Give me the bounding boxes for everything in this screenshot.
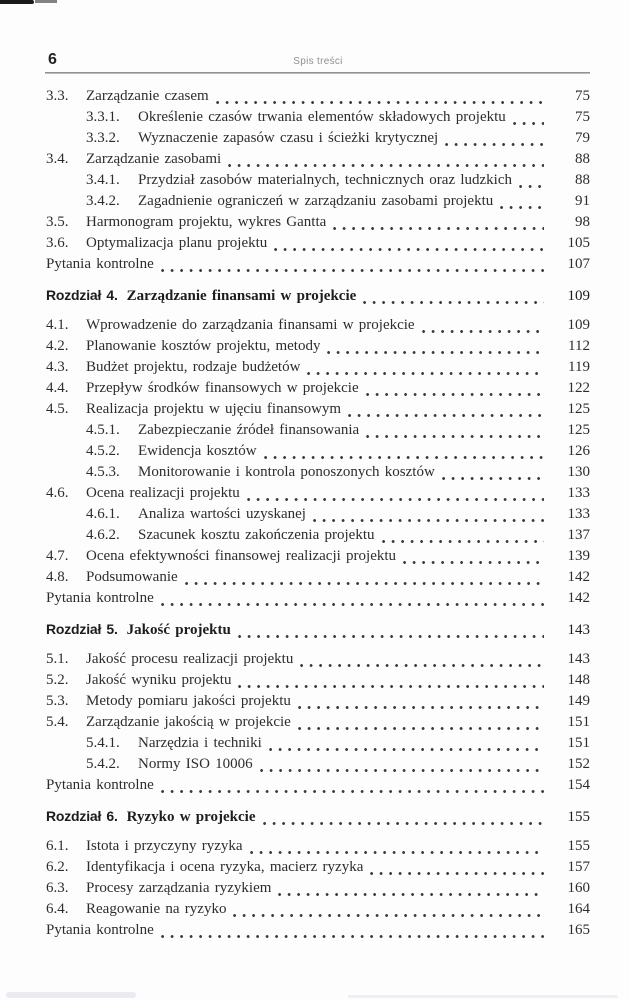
entry-page-number: 112 (568, 338, 590, 354)
entry-title: Przepływ środków finansowych w projekcie (86, 380, 359, 396)
entry-number: 4.7. (46, 548, 69, 564)
page-number: 6 (48, 51, 57, 68)
toc-entry (46, 775, 590, 796)
dot-leader (327, 351, 544, 354)
scan-artifact-top-left-2 (35, 0, 57, 3)
entry-page-number: 155 (567, 809, 590, 825)
entry-title: Identyfikacja i ocena ryzyka, macierz ryzyka (86, 859, 364, 875)
entry-number: 5.2. (46, 672, 69, 688)
entry-title: Analiza wartości uzyskanej (138, 506, 306, 522)
toc-entry (46, 170, 590, 191)
entry-page-number: 109 (567, 288, 590, 304)
entry-title: Wyznaczenie zapasów czasu i ścieżki krytycznej (138, 130, 439, 146)
entry-page-number: 122 (567, 380, 590, 396)
entry-number: 3.5. (46, 214, 69, 230)
entry-title: Normy ISO 10006 (138, 756, 253, 772)
dot-leader (264, 456, 544, 459)
entry-page-number: 142 (567, 569, 590, 585)
entry-page-number: 164 (567, 901, 590, 917)
toc-entry (46, 920, 590, 941)
toc-entry (46, 899, 590, 920)
toc-entry (46, 336, 590, 357)
entry-page-number: 143 (567, 622, 590, 638)
entry-number: Rozdział 4. (46, 287, 118, 303)
entry-title: Ocena efektywności finansowej realizacji projektu (86, 548, 397, 564)
entry-title: Reagowanie na ryzyko (86, 901, 227, 917)
entry-number: 5.1. (46, 651, 69, 667)
toc-entry (46, 399, 590, 420)
dot-leader (250, 851, 544, 854)
entry-number: 4.3. (46, 359, 69, 375)
dot-leader (366, 393, 544, 396)
entry-number: 3.3.1. (86, 109, 120, 125)
entry-number: 3.3. (46, 88, 69, 104)
toc-entry (46, 733, 590, 754)
entry-number: 4.5.2. (86, 443, 120, 459)
dot-leader (263, 822, 544, 825)
scan-smudge-bottom-left (6, 992, 136, 998)
entry-title: Optymalizacja planu projektu (86, 235, 268, 251)
entry-title: Jakość procesu realizacji projektu (86, 651, 294, 667)
dot-leader (278, 893, 544, 896)
entry-title: Narzędzia i techniki (138, 735, 262, 751)
header-rule (45, 72, 590, 74)
toc-entry (46, 191, 590, 212)
entry-title: Szacunek kosztu zakończenia projektu (138, 527, 375, 543)
dot-leader (500, 206, 544, 209)
entry-title: Jakość projektu (126, 622, 231, 638)
entry-title: Metody pomiaru jakości projektu (86, 693, 291, 709)
entry-number: 4.5.3. (86, 464, 120, 480)
toc-entry (46, 836, 590, 857)
dot-leader (513, 122, 544, 125)
entry-page-number: 137 (567, 527, 590, 543)
dot-leader (238, 635, 544, 638)
entry-title: Wprowadzenie do zarządzania finansami w projekcie (86, 317, 415, 333)
entry-title: Realizacja projektu w ujęciu finansowym (86, 401, 342, 417)
entry-title: Istota i przyczyny ryzyka (86, 838, 243, 854)
entry-title: Zarządzanie jakością w projekcie (86, 714, 291, 730)
dot-leader (307, 372, 544, 375)
toc-entry (46, 483, 590, 504)
toc-entry (46, 754, 590, 775)
entry-number: 6.3. (46, 880, 69, 896)
entry-title: Zarządzanie zasobami (86, 151, 222, 167)
entry-number: 3.6. (46, 235, 69, 251)
entry-number: 4.1. (46, 317, 69, 333)
dot-leader (274, 248, 544, 251)
entry-number: 4.5. (46, 401, 69, 417)
dot-leader (161, 935, 544, 938)
entry-number: 4.6.2. (86, 527, 120, 543)
toc-entry (46, 525, 590, 546)
entry-page-number: 142 (567, 590, 590, 606)
entry-title: Budżet projektu, rodzaje budżetów (86, 359, 301, 375)
dot-leader (161, 603, 544, 606)
dot-leader (161, 269, 544, 272)
entry-number: 3.4.1. (86, 172, 120, 188)
entry-number: Rozdział 5. (46, 621, 118, 637)
toc-entry (46, 878, 590, 899)
entry-number: Rozdział 6. (46, 808, 118, 824)
toc-entry (46, 441, 590, 462)
entry-page-number: 149 (567, 693, 590, 709)
entry-page-number: 79 (575, 130, 590, 146)
entry-number: 6.4. (46, 901, 69, 917)
entry-page-number: 154 (567, 777, 590, 793)
entry-page-number: 125 (567, 401, 590, 417)
toc-entry (46, 233, 590, 254)
entry-title: Ryzyko w projekcie (126, 809, 256, 825)
entry-page-number: 119 (568, 359, 590, 375)
toc-entry (46, 378, 590, 399)
dot-leader (519, 185, 544, 188)
toc-entry (46, 546, 590, 567)
toc-entry (46, 691, 590, 712)
entry-title: Ocena realizacji projektu (86, 485, 240, 501)
entry-page-number: 165 (567, 922, 590, 938)
entry-page-number: 151 (567, 735, 590, 751)
entry-page-number: 143 (567, 651, 590, 667)
dot-leader (298, 727, 544, 730)
toc-entry (46, 128, 590, 149)
dot-leader (422, 330, 544, 333)
entry-title: Harmonogram projektu, wykres Gantta (86, 214, 327, 230)
entry-page-number: 107 (567, 256, 590, 272)
entry-title: Zabezpieczanie źródeł finansowania (138, 422, 360, 438)
entry-number: 3.4.2. (86, 193, 120, 209)
entry-title: Pytania kontrolne (46, 590, 154, 606)
entry-page-number: 125 (567, 422, 590, 438)
dot-leader (313, 519, 544, 522)
entry-number: 5.4.2. (86, 756, 120, 772)
toc-entry (46, 504, 590, 525)
entry-page-number: 91 (575, 193, 590, 209)
entry-title: Podsumowanie (86, 569, 178, 585)
dot-leader (370, 872, 544, 875)
entry-number: 4.4. (46, 380, 69, 396)
toc-entry (46, 357, 590, 378)
dot-leader (247, 498, 544, 501)
entry-title: Monitorowanie i kontrola ponoszonych kosztów (138, 464, 435, 480)
entry-title: Zarządzanie finansami w projekcie (126, 288, 357, 304)
entry-page-number: 126 (567, 443, 590, 459)
entry-number: 3.3.2. (86, 130, 120, 146)
scan-smudge-bottom-right (348, 995, 618, 998)
toc-entry (46, 588, 590, 609)
entry-number: 4.2. (46, 338, 69, 354)
toc-entry (46, 806, 590, 828)
entry-title: Zagadnienie ograniczeń w zarządzaniu zasobami projektu (138, 193, 494, 209)
entry-number: 4.6. (46, 485, 69, 501)
entry-page-number: 152 (567, 756, 590, 772)
toc-entry (46, 619, 590, 641)
entry-title: Procesy zarządzania ryzykiem (86, 880, 272, 896)
entry-page-number: 133 (567, 485, 590, 501)
toc-entry (46, 149, 590, 170)
entry-page-number: 88 (575, 172, 590, 188)
toc-entry (46, 649, 590, 670)
entry-page-number: 75 (575, 88, 590, 104)
entry-title: Pytania kontrolne (46, 256, 154, 272)
entry-page-number: 151 (567, 714, 590, 730)
toc-entry (46, 212, 590, 233)
dot-leader (238, 685, 544, 688)
toc-entry (46, 285, 590, 307)
toc-entry (46, 107, 590, 128)
entry-number: 3.4. (46, 151, 69, 167)
dot-leader (445, 143, 544, 146)
entry-title: Pytania kontrolne (46, 922, 154, 938)
toc-entry (46, 462, 590, 483)
entry-title: Przydział zasobów materialnych, technicznych oraz ludzkich (138, 172, 513, 188)
entry-page-number: 75 (575, 109, 590, 125)
entry-number: 6.2. (46, 859, 69, 875)
toc-entry (46, 712, 590, 733)
dot-leader (269, 748, 544, 751)
toc-entry (46, 857, 590, 878)
table-of-contents (46, 86, 590, 941)
toc-entry (46, 254, 590, 275)
entry-page-number: 133 (567, 506, 590, 522)
dot-leader (363, 301, 544, 304)
dot-leader (216, 101, 544, 104)
entry-title: Określenie czasów trwania elementów składowych projektu (138, 109, 506, 125)
dot-leader (333, 227, 544, 230)
entry-page-number: 155 (567, 838, 590, 854)
entry-title: Planowanie kosztów projektu, metody (86, 338, 321, 354)
entry-number: 4.8. (46, 569, 69, 585)
entry-number: 5.4.1. (86, 735, 120, 751)
entry-title: Jakość wyniku projektu (86, 672, 232, 688)
dot-leader (298, 706, 544, 709)
scan-artifact-top-left (0, 0, 34, 4)
entry-page-number: 109 (567, 317, 590, 333)
entry-page-number: 139 (567, 548, 590, 564)
entry-page-number: 148 (567, 672, 590, 688)
entry-number: 5.4. (46, 714, 69, 730)
dot-leader (233, 914, 544, 917)
dot-leader (348, 414, 544, 417)
dot-leader (260, 769, 544, 772)
dot-leader (442, 477, 544, 480)
dot-leader (403, 561, 544, 564)
entry-page-number: 105 (567, 235, 590, 251)
dot-leader (228, 164, 544, 167)
entry-page-number: 130 (567, 464, 590, 480)
dot-leader (300, 664, 544, 667)
entry-title: Ewidencja kosztów (138, 443, 257, 459)
toc-entry (46, 567, 590, 588)
toc-entry (46, 670, 590, 691)
entry-page-number: 98 (575, 214, 590, 230)
entry-number: 5.3. (46, 693, 69, 709)
toc-entry (46, 315, 590, 336)
entry-page-number: 157 (567, 859, 590, 875)
entry-number: 4.6.1. (86, 506, 120, 522)
dot-leader (366, 435, 544, 438)
entry-number: 4.5.1. (86, 422, 120, 438)
entry-page-number: 160 (567, 880, 590, 896)
dot-leader (161, 790, 544, 793)
dot-leader (185, 582, 544, 585)
entry-title: Pytania kontrolne (46, 777, 154, 793)
running-header-title: Spis treści (293, 56, 343, 67)
entry-page-number: 88 (575, 151, 590, 167)
toc-entry (46, 420, 590, 441)
dot-leader (382, 540, 545, 543)
toc-entry (46, 86, 590, 107)
entry-number: 6.1. (46, 838, 69, 854)
entry-title: Zarządzanie czasem (86, 88, 209, 104)
